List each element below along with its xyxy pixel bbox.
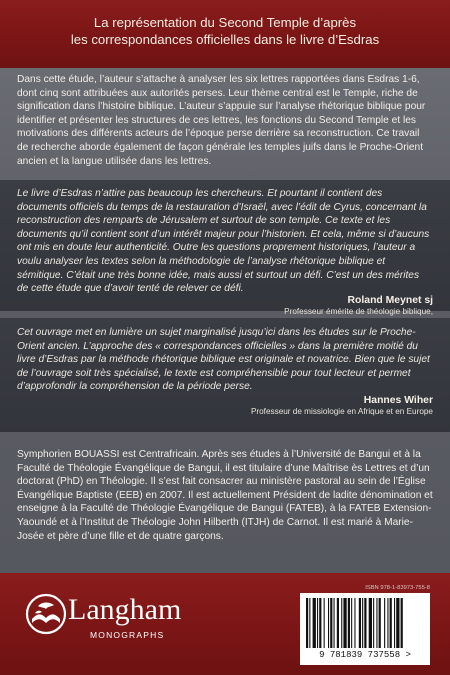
endorser-role-1a: Professeur émérite de théologie biblique,: [284, 307, 433, 316]
publisher-name: Langham: [68, 593, 182, 626]
barcode-bar: [384, 598, 385, 648]
barcode-bar: [309, 598, 310, 648]
barcode-bar: [351, 598, 352, 648]
publisher-logo: [24, 590, 244, 650]
barcode-bar: [373, 598, 374, 648]
endorser-name-1: Roland Meynet sj: [347, 295, 433, 306]
barcode-bar: [390, 598, 392, 648]
endorsement-quote-2: Cet ouvrage met en lumière un sujet marginalisé jusqu’ici dans les études sur le Proche-Orient ancien. L’approche des « correspondances officielles » dans la première moitié du livre d’Esdras par la méthode rhétorique biblique est originale et novatrice. Bien que le sujet de l’ouvrage soit très spécialisé, le texte est compréhensible pour tout lecteur et permet d’approfondir la compréhension de la période perse.: [17, 327, 430, 393]
barcode-suffix: >: [405, 650, 411, 660]
barcode-bar: [334, 598, 335, 648]
title-line-1: La représentation du Second Temple d’après: [93, 15, 357, 30]
barcode-bar: [348, 598, 350, 648]
barcode-bar: [394, 598, 395, 648]
barcode-bar: [376, 598, 377, 648]
barcode-number: 9 781839 737558: [319, 650, 401, 660]
barcode-bar: [364, 598, 366, 648]
isbn-label: ISBN 978-1-83973-755-8: [365, 585, 430, 591]
intro-paragraph: Dans cette étude, l’auteur s’attache à analyser les six lettres rapportées dans Esdras 1-6, dont cinq sont attribuées aux autorités perses. Leur thème central est le Temple, riche de signification dans l’histoire biblique. L’auteur s’appuie sur l’analyse rhétorique biblique pour identifier et présenter les structures de ces lettres, les fonctions du Second Temple et les motivations des différents acteurs de l’époque perse derrière sa reconstruction. Ce travail de recherche aborde également de façon générale les temples juifs dans le Proche-Orient ancien et la langue utilisée dans les lettres.: [17, 74, 426, 167]
barcode-bar: [401, 598, 403, 648]
endorser-role-2: Professeur de missiologie en Afrique et en Europe: [250, 407, 433, 416]
publisher-series: MONOGRAPHS: [90, 630, 165, 640]
barcode-bar: [328, 598, 329, 648]
barcode-bar: [319, 598, 321, 648]
barcode-bar: [396, 598, 399, 648]
book-title: [10, 14, 440, 48]
title-line-2: les correspondances officielles dans le livre d’Esdras: [70, 32, 380, 47]
isbn-barcode: [300, 593, 430, 665]
barcode-bar: [343, 598, 346, 648]
endorsement-signature-2: [133, 394, 433, 418]
barcode-bar: [362, 598, 363, 648]
author-bio: Symphorien BOUASSI est Centrafricain. Après ses études à l’Université de Bangui et à la Faculté de Théologie Évangélique de Bangui, il est titulaire d’une Maîtrise ès Lettres et d’un doctorat (PhD) en Théologie. Il s’est fait consacrer au ministère pastoral au sein de l’Église Évangélique Baptiste (EEB) en 2007. Il est actuellement Président de ladite dénomination et enseigne à la Faculté de Théologie Évangélique de Bangui (FATEB), à la FATEB Extension-Yaoundé et à l’Institut de Théologie John Hilberth (ITJH) de Carnot. Il est marié à Marie-Josée et père d’une fille et de quatre garçons.: [17, 449, 433, 542]
barcode-bar: [330, 598, 332, 648]
barcode-bar: [379, 598, 381, 648]
barcode-digits: [300, 650, 430, 660]
barcode-bar: [313, 598, 316, 648]
endorser-name-2: Hannes Wiher: [363, 395, 433, 406]
endorsement-quote-1: Le livre d’Esdras n’attire pas beaucoup les chercheurs. Et pourtant il contient des documents officiels du temps de la restauration d’Israël, avec l’édit de Cyrus, concernant la reconstruction des remparts de Jérusalem et surtout de son temple. Ce texte et les documents qu’il contient sont d’un intérêt majeur pour l’historien. Et cela, même si d’aucuns ont mis en doute leur authenticité. Outre les questions proprement historiques, l’auteur a voulu analyser les textes selon la méthodologie de l’analyse rhétorique biblique et sémitique. C’était une très bonne idée, mais aussi et surtout un défi. C’est un des mérites de cette étude que d’avoir tenté de relever ce défi.: [17, 188, 430, 295]
barcode-bar: [306, 598, 308, 648]
globe-book-icon: [24, 592, 68, 636]
barcode-bar: [324, 598, 325, 648]
barcode-bars: [306, 598, 424, 648]
barcode-bar: [387, 598, 388, 648]
barcode-bar: [359, 598, 361, 648]
barcode-bar: [341, 598, 342, 648]
barcode-bar: [354, 598, 355, 648]
barcode-bar: [369, 598, 372, 648]
barcode-bar: [337, 598, 339, 648]
barcode-bar: [317, 598, 318, 648]
